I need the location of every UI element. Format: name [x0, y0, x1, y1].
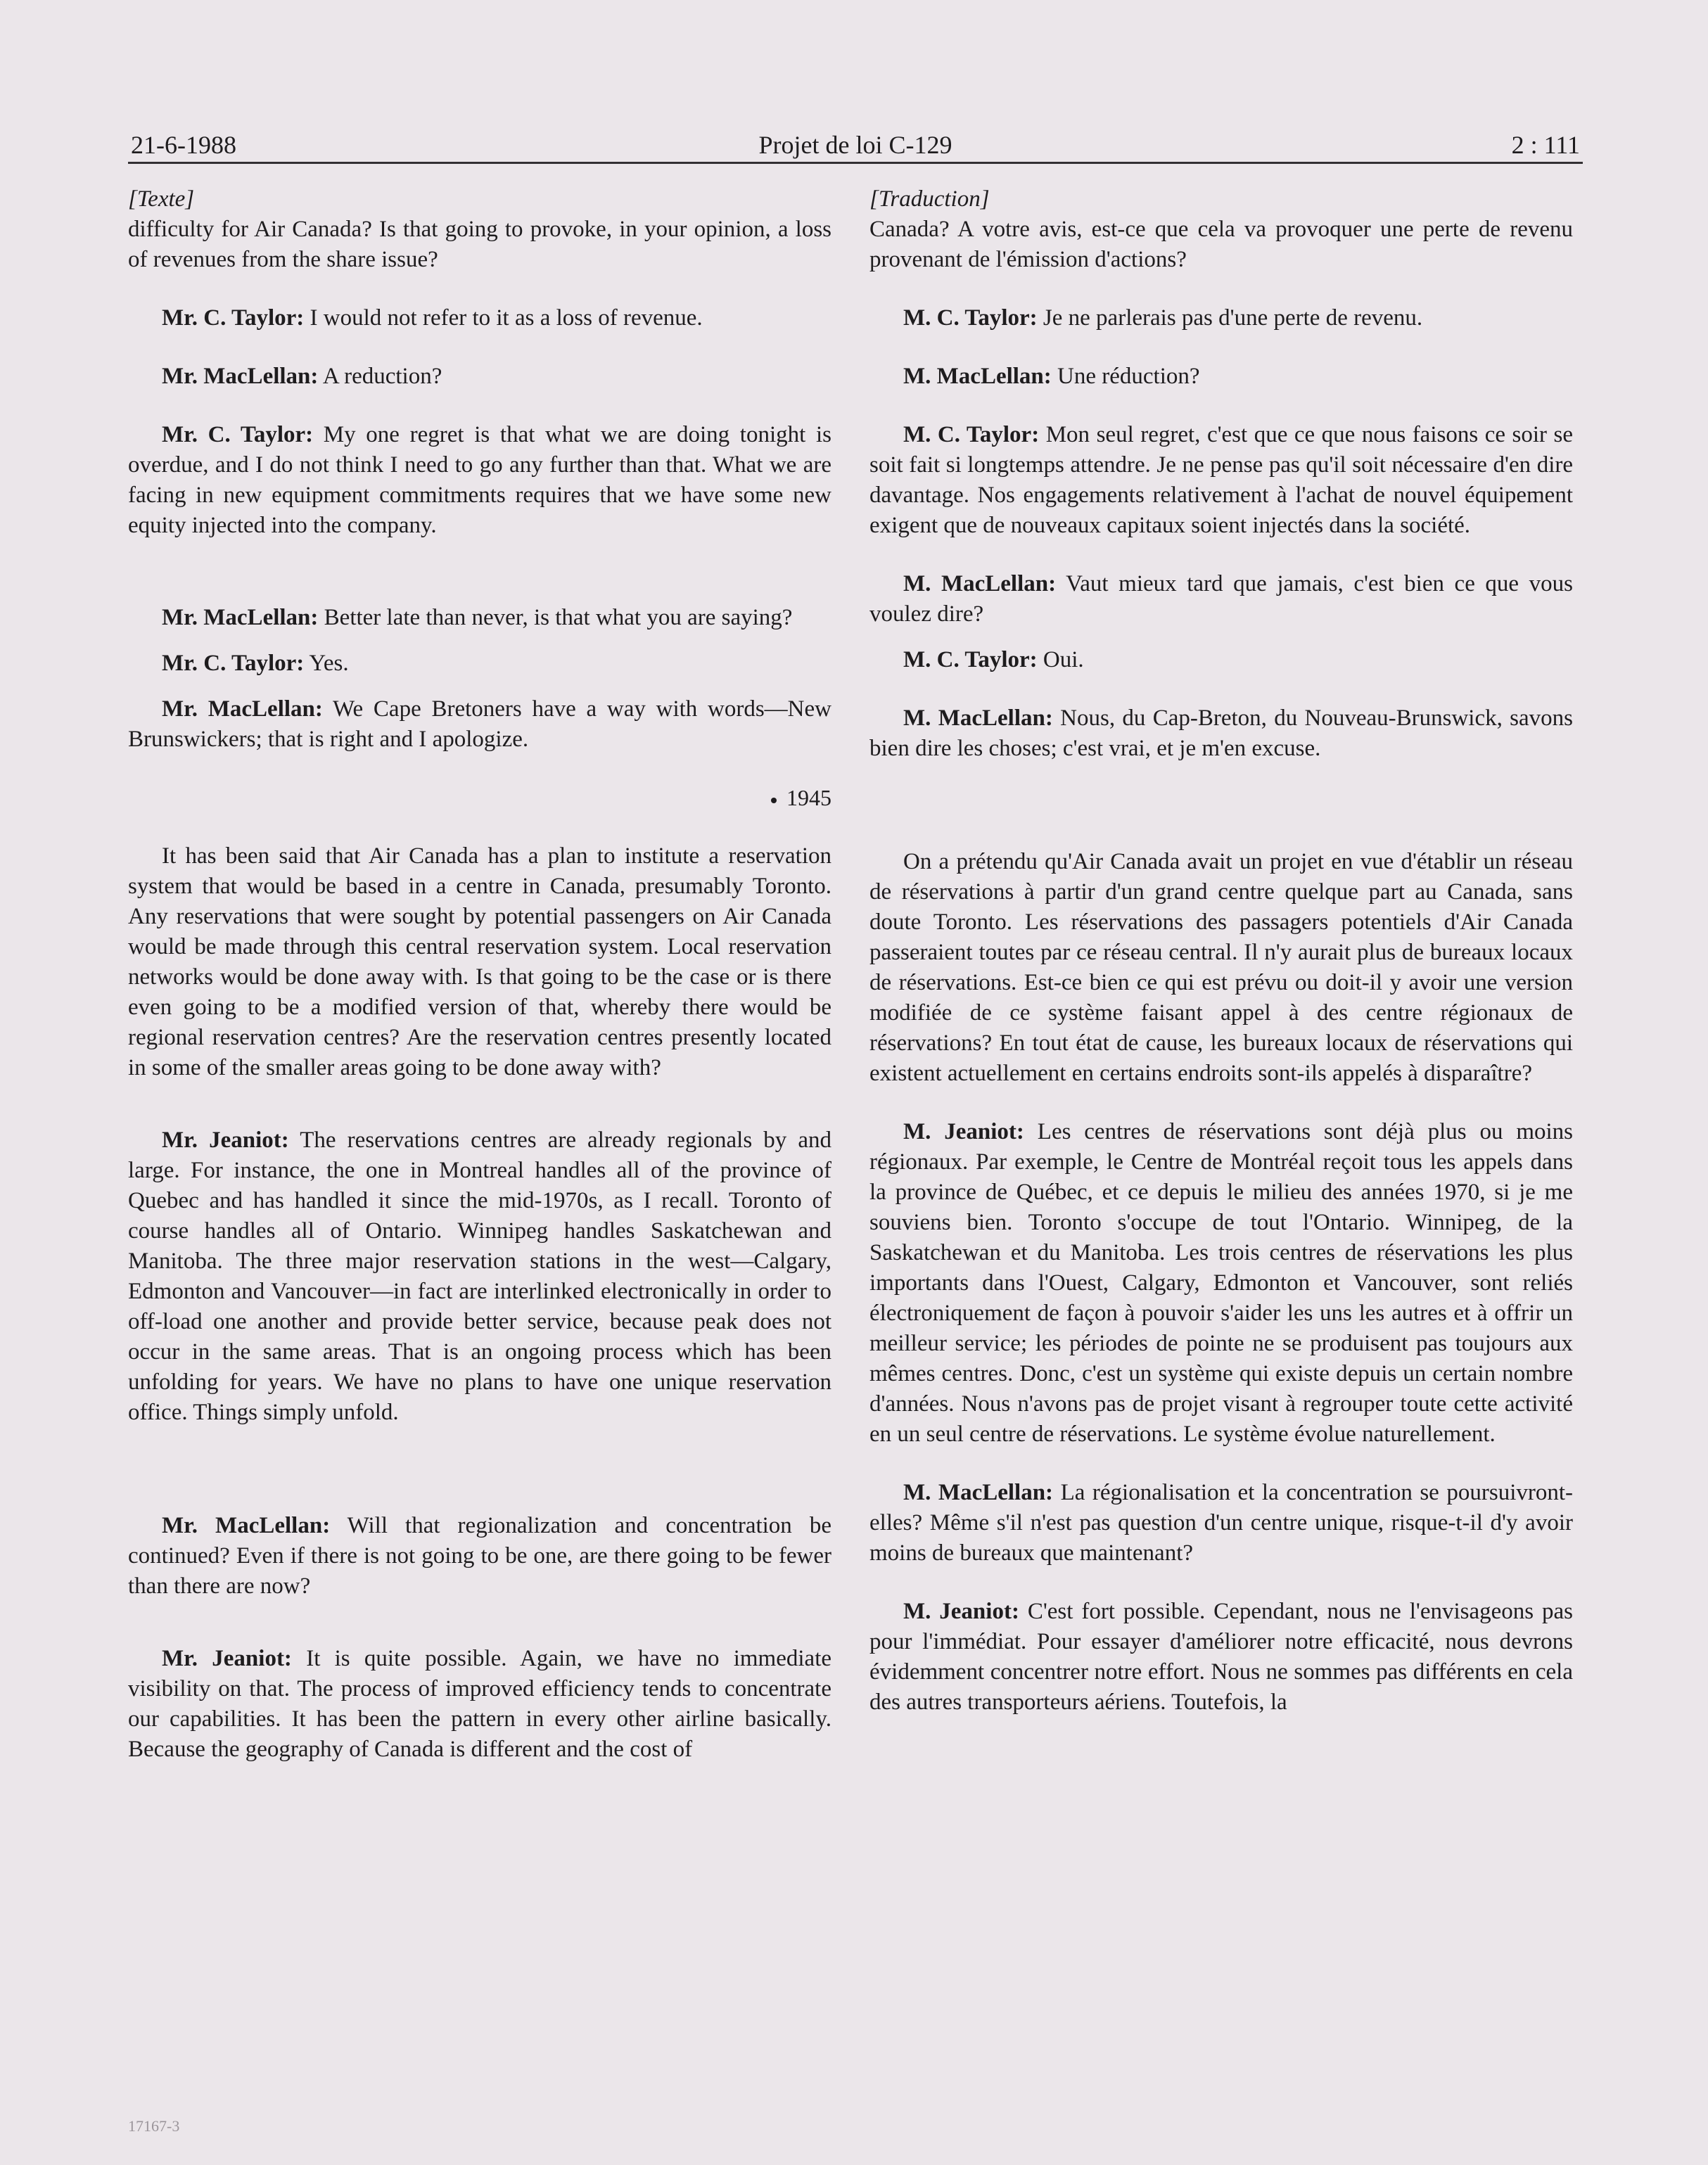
- speaker-name: Mr. MacLellan:: [162, 696, 323, 722]
- speaker-name: M. MacLellan:: [903, 1480, 1054, 1505]
- right-column-tag: [Traduction]: [869, 186, 990, 212]
- paragraph: Mr. MacLellan: We Cape Bretoners have a way with words—New Brunswickers; that is right and I apologize.: [128, 696, 831, 752]
- paragraph: Mr. MacLellan: Better late than never, is that what you are saying?: [162, 605, 793, 630]
- header-rule: [128, 162, 1583, 164]
- paragraph: M. MacLellan: La régionalisation et la concentration se poursuivront-elles? Même s'il n'est pas question d'un centre unique, risque-t-il d'y avoir moins de bureaux que maintenant?: [869, 1480, 1574, 1566]
- speaker-name: M. C. Taylor:: [903, 305, 1038, 331]
- speaker-name: Mr. C. Taylor:: [162, 422, 314, 447]
- paragraph: M. Jeaniot: C'est fort possible. Cependant, nous ne l'envisageons pas pour l'immédiat. Pour essayer d'améliorer notre efficacité, nous devrons évidemment concentrer notre effort. Nous ne sommes pas différents en cela des autres transporteurs aériens. Toutefois, la: [869, 1599, 1573, 1715]
- speaker-name: Mr. C. Taylor:: [162, 651, 305, 676]
- bullet-icon: [771, 798, 777, 803]
- paragraph: Canada? A votre avis, est-ce que cela va provoquer une perte de revenu provenant de l'émission d'actions?: [869, 217, 1573, 272]
- paragraph: M. MacLellan: Nous, du Cap-Breton, du Nouveau-Brunswick, savons bien dire les choses; c'est vrai, et je m'en excuse.: [869, 705, 1574, 761]
- paragraph: Mr. MacLellan: Will that regionalization and concentration be continued? Even if there is not going to be one, are there going to be fewer than there are now?: [128, 1513, 831, 1599]
- speaker-name: M. C. Taylor:: [903, 422, 1040, 447]
- speaker-name: M. MacLellan:: [903, 364, 1052, 389]
- speaker-name: M. Jeaniot:: [903, 1119, 1024, 1144]
- header-page-number: 2 : 111: [1511, 131, 1580, 159]
- header-date: 21-6-1988: [131, 131, 236, 159]
- right-column: [869, 184, 1573, 1718]
- speaker-name: Mr. Jeaniot:: [162, 1128, 289, 1153]
- speaker-name: Mr. C. Taylor:: [162, 305, 305, 331]
- paragraph: Mr. Jeaniot: The reservations centres are already regionals by and large. For instance, the one in Montreal handles all of the province of Quebec and has handled it since the mid-1970s, as I recall. Toronto of course handles all of Ontario. Winnipeg handles Saskatchewan and Manitoba. The three major reservation stations in the west—Calgary, Edmonton and Vancouver—in fact are interlinked electronically in order to off-load one another and provide better service, because peak does not occur in the same areas. That is an ongoing process which has been unfolding for years. We have no plans to have one unique reservation office. Things simply unfold.: [128, 1128, 831, 1425]
- speaker-name: M. MacLellan:: [903, 571, 1057, 596]
- time-marker: 1945: [128, 783, 831, 813]
- paragraph: Mr. C. Taylor: Yes.: [162, 651, 349, 676]
- page-header: [131, 124, 1580, 166]
- paragraph: M. C. Taylor: Mon seul regret, c'est que ce que nous faisons ce soir se soit fait si longtemps attendre. Je ne pense pas qu'il soit nécessaire d'en dire davantage. Nos engagements relativement à l'achat de nouvel équipement exigent que de nouveaux capitaux soient injectés dans la société.: [869, 422, 1573, 538]
- speaker-name: Mr. MacLellan:: [162, 605, 319, 630]
- left-column: [128, 184, 831, 1765]
- paragraph: M. C. Taylor: Je ne parlerais pas d'une perte de revenu.: [903, 305, 1423, 331]
- header-title: Projet de loi C-129: [758, 131, 952, 159]
- paragraph: Mr. MacLellan: A reduction?: [162, 364, 442, 389]
- speaker-name: Mr. MacLellan:: [162, 364, 319, 389]
- paragraph: difficulty for Air Canada? Is that going to provoke, in your opinion, a loss of revenues from the share issue?: [128, 217, 831, 272]
- paragraph: M. C. Taylor: Oui.: [903, 647, 1084, 672]
- paragraph: M. MacLellan: Vaut mieux tard que jamais, c'est bien ce que vous voulez dire?: [869, 571, 1574, 627]
- footer-code: 17167-3: [128, 2117, 180, 2135]
- speaker-name: M. Jeaniot:: [903, 1599, 1019, 1624]
- paragraph: It has been said that Air Canada has a plan to institute a reservation system that would be based in a centre in Canada, presumably Toronto. Any reservations that were sought by potential passengers on Air Canada would be made through this central reservation system. Local reservation networks would be done away with. Is that going to be the case or is there even going to be a modified version of that, whereby there would be regional reservation centres? Are the reservation centres presently located in some of the smaller areas going to be done away with?: [128, 843, 831, 1080]
- speaker-name: M. C. Taylor:: [903, 647, 1038, 672]
- left-column-tag: [Texte]: [128, 186, 195, 212]
- paragraph: Mr. C. Taylor: I would not refer to it as a loss of revenue.: [162, 305, 703, 331]
- paragraph: Mr. C. Taylor: My one regret is that what we are doing tonight is overdue, and I do not think I need to go any further than that. What we are facing in new equipment commitments requires that we have some new equity injected into the company.: [128, 422, 831, 538]
- paragraph: M. Jeaniot: Les centres de réservations sont déjà plus ou moins régionaux. Par exemple, le Centre de Montréal reçoit tous les appels dans la province de Québec, et ce depuis le milieu des années 1970, si je me souviens bien. Toronto s'occupe de tout l'Ontario. Winnipeg, de la Saskatchewan et du Manitoba. Les trois centres de réservations les plus importants dans l'Ouest, Calgary, Edmonton et Vancouver, sont reliés électroniquement de façon à pouvoir s'aider les uns les autres et à offrir un meilleur service; les périodes de pointe ne se produisent pas toujours aux mêmes centres. Donc, c'est un système qui existe depuis un certain nombre d'années. Nous n'avons pas de projet visant à regrouper toute cette activité en un seul centre de réservations. Le système évolue naturellement.: [869, 1119, 1574, 1447]
- paragraph: M. MacLellan: Une réduction?: [903, 364, 1200, 389]
- paragraph: Mr. Jeaniot: It is quite possible. Again, we have no immediate visibility on that. The process of improved efficiency tends to concentrate our capabilities. It has been the pattern in every other airline basically. Because the geography of Canada is different and the cost of: [128, 1646, 832, 1762]
- speaker-name: Mr. MacLellan:: [162, 1513, 331, 1538]
- speaker-name: Mr. Jeaniot:: [162, 1646, 292, 1671]
- paragraph: On a prétendu qu'Air Canada avait un projet en vue d'établir un réseau de réservations à partir d'un grand centre quelque part au Canada, sans doute Toronto. Les réservations des passagers potentiels d'Air Canada passeraient toutes par ce réseau central. Il n'y aurait plus de bureaux locaux de réservations. Est-ce bien ce qui est prévu ou doit-il y avoir une version modifiée de ce système faisant appel à des centre régionaux de réservations? En tout état de cause, les bureaux locaux de réservations qui existent actuellement en certains endroits sont-ils appelés à disparaître?: [869, 849, 1573, 1086]
- speaker-name: M. MacLellan:: [903, 705, 1053, 731]
